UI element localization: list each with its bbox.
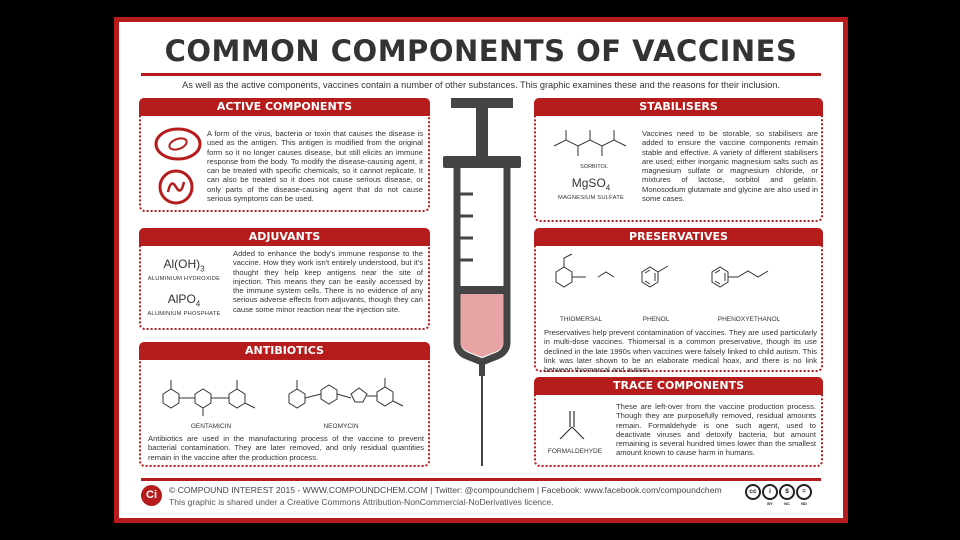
noderivatives-icon: = xyxy=(796,484,812,500)
formaldehyde-label: FORMALDEHYDE xyxy=(547,448,603,455)
gentamicin-label: GENTAMICIN xyxy=(190,423,232,430)
preservatives-text: Preservatives help prevent contamination of vaccines. They are used particularly in multi-dose vaccines. Thiomersal is a common preservative, though its use declined in the late 1990s when vaccines were falsely linked to child autism. This link was later shown to be an elaborate medical hoax, and there is no link between thiomersal and autism. xyxy=(544,328,817,375)
footer-licence: This graphic is shared under a Creative Commons Attribution-NonCommercial-NoDerivatives licence. xyxy=(169,497,554,507)
thiomersal-structure xyxy=(546,252,626,298)
phenol-label: PHENOL xyxy=(642,316,670,323)
antibiotics-text: Antibiotics are used in the manufacturing process of the vaccine to prevent bacterial contamination. They are later removed, and only residual quantities remain in the vaccine after the production process. xyxy=(148,434,424,462)
active-components-card xyxy=(139,98,430,212)
stabilisers-card xyxy=(534,98,823,222)
gentamicin-structure xyxy=(155,372,265,422)
syringe-illustration xyxy=(437,94,527,474)
cc-icon: cc xyxy=(745,484,761,500)
neomycin-structure xyxy=(281,370,411,422)
page-title: COMMON COMPONENTS OF VACCINES xyxy=(164,34,798,68)
phenol-structure xyxy=(632,252,682,298)
preservatives-heading: PRESERVATIVES xyxy=(534,228,823,246)
sorbitol-label: SORBITOL xyxy=(580,164,608,170)
thiomersal-label: THIOMERSAL xyxy=(559,316,603,323)
compound-interest-logo: Ci xyxy=(141,485,162,506)
virus-cell-icon xyxy=(153,126,203,162)
magnesium-sulfate-formula: MgSO$_4$ xyxy=(571,176,611,193)
neomycin-label: NEOMYCIN xyxy=(323,423,359,430)
aluminium-phosphate-formula: AlPO$_4$ xyxy=(167,292,201,309)
antibiotics-heading: ANTIBIOTICS xyxy=(139,342,430,360)
phenoxyethanol-structure xyxy=(702,252,812,298)
title-divider xyxy=(141,73,821,76)
poster-inner xyxy=(119,22,843,518)
phenoxyethanol-label: PHENOXYETHANOL xyxy=(717,316,781,323)
preservatives-card xyxy=(534,228,823,375)
noncommercial-label: NC xyxy=(784,501,790,506)
stabilisers-heading: STABILISERS xyxy=(534,98,823,116)
active-components-text: A form of the virus, bacteria or toxin that causes the disease is used as the antigen. This antigen is modified from the original form so it no longer causes disease, but still elicits an immune response from the body. To modify the disease-causing agent, it can be treated with specific chemicals, so it cannot replicate. It can also be treated so it does not cause serious disease, or only parts of the disease-causing agent that do not cause serious symptoms can be used. xyxy=(207,129,423,204)
stabilisers-text: Vaccines need to be storable, so stabilisers are added to ensure the vaccine components remain stable and effective. A variety of different stabilisers are used; either inorganic magnesium salts such as magnesium sulfate or magnesium chloride, or mixtures of lactose, sorbitol and gelatin. Monosodium glutamate and glycine are also used in some cases. xyxy=(642,129,818,204)
aluminium-hydroxide-label: ALUMINIUM HYDROXIDE xyxy=(147,276,221,282)
poster xyxy=(114,17,848,523)
adjuvants-card xyxy=(139,228,430,330)
noderivatives-label: ND xyxy=(801,501,807,506)
aluminium-phosphate-label: ALUMINIUM PHOSPHATE xyxy=(147,311,221,317)
sorbitol-structure xyxy=(546,124,636,162)
trace-components-card xyxy=(534,377,823,467)
footer-credits: © COMPOUND INTEREST 2015 - WWW.COMPOUNDCHEM.COM | Twitter: @compoundchem | Facebook: www.facebook.com/compoundchem xyxy=(169,485,722,495)
footer-divider xyxy=(141,478,821,481)
page-subtitle: As well as the active components, vaccines contain a number of other substances. This graphic examines these and the reasons for their inclusion. xyxy=(182,80,780,90)
adjuvants-heading: ADJUVANTS xyxy=(139,228,430,246)
noncommercial-icon: $ xyxy=(779,484,795,500)
formaldehyde-structure xyxy=(552,401,592,447)
trace-components-heading: TRACE COMPONENTS xyxy=(534,377,823,395)
active-components-heading: ACTIVE COMPONENTS xyxy=(139,98,430,116)
attribution-label: BY xyxy=(767,501,773,506)
adjuvants-text: Added to enhance the body's immune response to the vaccine. How they work isn't entirely understood, but it's thought they help keep antigens near the site of injection. This means they can be easily accessed by the immune system cells. There is no evidence of any serious adverse effects from adjuvants, though they can cause some minor reaction near the injection site. xyxy=(233,249,423,314)
trace-components-text: These are left-over from the vaccine production process. Though they are purposefully removed, residual amounts remain. Formaldehyde is one such agent, used to deactivate viruses and detoxify bacteria, but amount remaining is several hundred times lower than the smallest amount known to cause harm in humans. xyxy=(616,402,816,458)
bacteria-icon xyxy=(157,168,195,206)
magnesium-sulfate-label: MAGNESIUM SULFATE xyxy=(557,195,625,201)
antibiotics-card xyxy=(139,342,430,467)
aluminium-hydroxide-formula: $Al(OH)_3$ xyxy=(163,257,205,274)
attribution-icon: i xyxy=(762,484,778,500)
creative-commons-badges xyxy=(745,484,813,506)
